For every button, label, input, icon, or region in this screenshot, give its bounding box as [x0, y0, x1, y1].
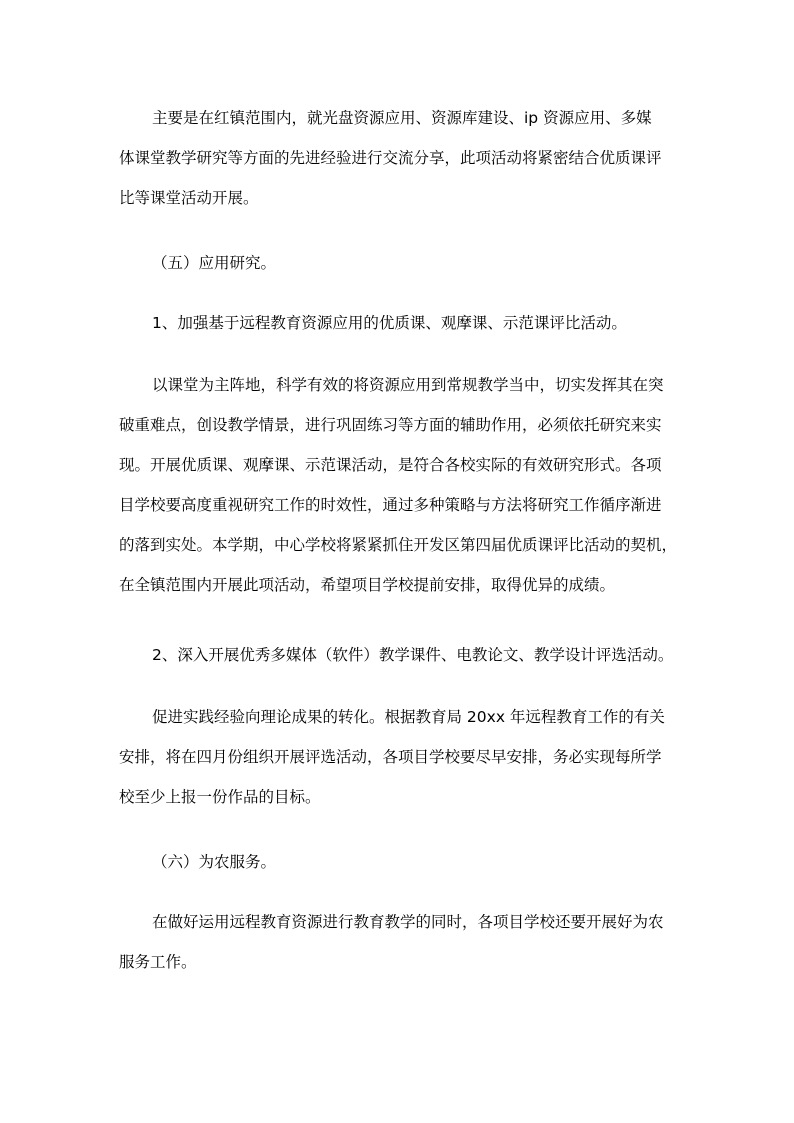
paragraph-line: 校至少上报一份作品的目标。: [119, 788, 321, 806]
item-title-1: 1、加强基于远程教育资源应用的优质课、观摩课、示范课评比活动。: [152, 314, 627, 332]
paragraph-line: 破重难点，创设教学情景，进行巩固练习等方面的辅助作用，必须依托研究来实: [119, 416, 662, 434]
paragraph-line: 服务工作。: [119, 953, 197, 971]
paragraph-intro: [119, 98, 685, 218]
section-heading-six: （六）为农服务。: [152, 853, 277, 871]
paragraph-line: 体课堂教学研究等方面的先进经验进行交流分享，此项活动将紧密结合优质课评: [119, 149, 662, 167]
paragraph-line: 在全镇范围内开展此项活动，希望项目学校提前安排，取得优异的成绩。: [119, 576, 616, 594]
paragraph-line: 促进实践经验向理论成果的转化。根据教育局 20xx 年远程教育工作的有关: [152, 708, 665, 726]
paragraph-line: 现。开展优质课、观摩课、示范课活动，是符合各校实际的有效研究形式。各项: [119, 456, 662, 474]
paragraph-practice: [119, 697, 685, 817]
paragraph-line: 安排，将在四月份组织开展评选活动，各项目学校要尽早安排，务必实现每所学: [119, 748, 662, 766]
paragraph-line: 的落到实处。本学期，中心学校将紧紧抓住开发区第四届优质课评比活动的契机，: [119, 536, 678, 554]
section-heading-five: （五）应用研究。: [152, 254, 277, 272]
item-title-2: 2、深入开展优秀多媒体（软件）教学课件、电教论文、教学设计评选活动。: [152, 646, 674, 664]
paragraph-line: 以课堂为主阵地，科学有效的将资源应用到常规教学当中，切实发挥其在突: [152, 376, 664, 394]
paragraph-farm-service: [119, 902, 685, 982]
paragraph-line: 主要是在红镇范围内，就光盘资源应用、资源库建设、ip 资源应用、多媒: [152, 109, 652, 127]
paragraph-line: 在做好运用远程教育资源进行教育教学的同时，各项目学校还要开展好为农: [152, 913, 664, 931]
paragraph-line: 目学校要高度重视研究工作的时效性，通过多种策略与方法将研究工作循序渐进: [119, 496, 662, 514]
paragraph-line: 比等课堂活动开展。: [119, 189, 259, 207]
paragraph-classroom: [119, 365, 685, 605]
